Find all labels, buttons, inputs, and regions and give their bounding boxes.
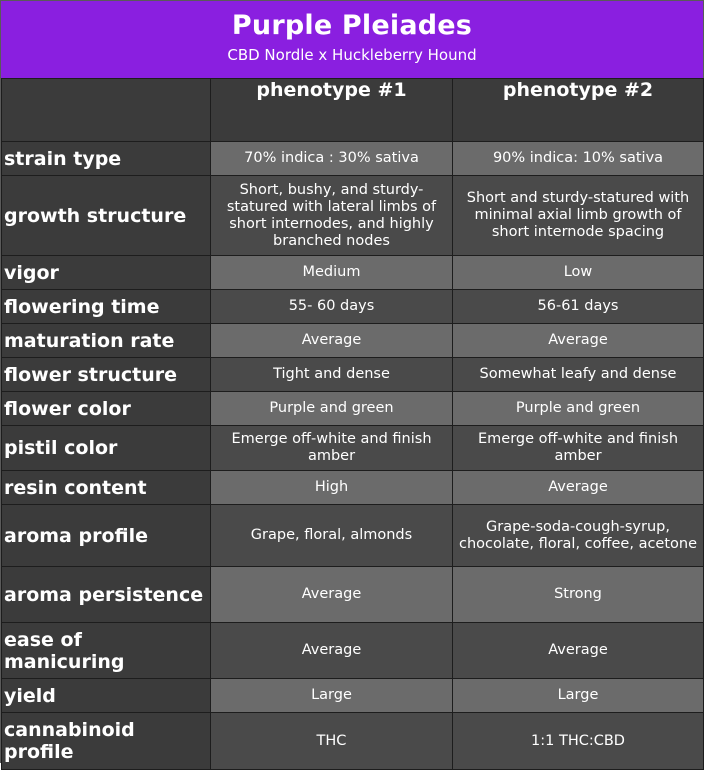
table-row [2, 426, 704, 471]
phenotype-1-value: THC [211, 713, 453, 770]
phenotype-1-value: 55- 60 days [211, 290, 453, 324]
phenotype-2-value: Purple and green [453, 392, 704, 426]
phenotype-2-value: 90% indica: 10% sativa [453, 142, 704, 176]
phenotype-2-value: Somewhat leafy and dense [453, 358, 704, 392]
row-label: pistil color [2, 426, 211, 471]
table-row [2, 290, 704, 324]
row-label: resin content [2, 471, 211, 505]
row-label: ease of manicuring [2, 623, 211, 679]
phenotype-1-value: Short, bushy, and sturdy-statured with lateral limbs of short internodes, and highly branched nodes [211, 176, 453, 256]
row-label: flowering time [2, 290, 211, 324]
phenotype-1-value: 70% indica : 30% sativa [211, 142, 453, 176]
row-label: growth structure [2, 176, 211, 256]
phenotype-2-value: Average [453, 471, 704, 505]
row-label: flower structure [2, 358, 211, 392]
table-row [2, 713, 704, 770]
table-row [2, 142, 704, 176]
corner-cell [2, 79, 211, 142]
column-header-phenotype-2: phenotype #2 [453, 79, 704, 142]
phenotype-2-value: Large [453, 679, 704, 713]
header-row [2, 79, 704, 142]
table-row [2, 392, 704, 426]
phenotype-2-value: 1:1 THC:CBD [453, 713, 704, 770]
row-label: aroma persistence [2, 567, 211, 623]
phenotype-1-value: Emerge off-white and finish amber [211, 426, 453, 471]
table-row [2, 176, 704, 256]
phenotype-1-value: Medium [211, 256, 453, 290]
table-row [2, 256, 704, 290]
table-row [2, 623, 704, 679]
phenotype-2-value: Average [453, 623, 704, 679]
row-label: maturation rate [2, 324, 211, 358]
table-row [2, 567, 704, 623]
phenotype-2-value: Strong [453, 567, 704, 623]
row-label: aroma profile [2, 505, 211, 567]
row-label: yield [2, 679, 211, 713]
phenotype-2-value: 56-61 days [453, 290, 704, 324]
table-row [2, 324, 704, 358]
table-row [2, 679, 704, 713]
table-row [2, 505, 704, 567]
page-subtitle: CBD Nordle x Huckleberry Hound [227, 46, 477, 64]
phenotype-2-value: Average [453, 324, 704, 358]
phenotype-2-value: Grape-soda-cough-syrup, chocolate, floral, coffee, acetone [453, 505, 704, 567]
phenotype-2-value: Emerge off-white and finish amber [453, 426, 704, 471]
phenotype-1-value: Grape, floral, almonds [211, 505, 453, 567]
row-label: flower color [2, 392, 211, 426]
table-row [2, 358, 704, 392]
phenotype-2-value: Low [453, 256, 704, 290]
phenotype-1-value: High [211, 471, 453, 505]
comparison-table [1, 78, 704, 770]
title-banner [1, 1, 703, 78]
column-header-phenotype-1: phenotype #1 [211, 79, 453, 142]
table-row [2, 471, 704, 505]
row-label: vigor [2, 256, 211, 290]
phenotype-1-value: Large [211, 679, 453, 713]
row-label: cannabinoid profile [2, 713, 211, 770]
phenotype-1-value: Average [211, 567, 453, 623]
phenotype-1-value: Average [211, 324, 453, 358]
phenotype-1-value: Tight and dense [211, 358, 453, 392]
phenotype-2-value: Short and sturdy-statured with minimal axial limb growth of short internode spacing [453, 176, 704, 256]
phenotype-1-value: Purple and green [211, 392, 453, 426]
page-title: Purple Pleiades [231, 10, 473, 41]
row-label: strain type [2, 142, 211, 176]
phenotype-1-value: Average [211, 623, 453, 679]
